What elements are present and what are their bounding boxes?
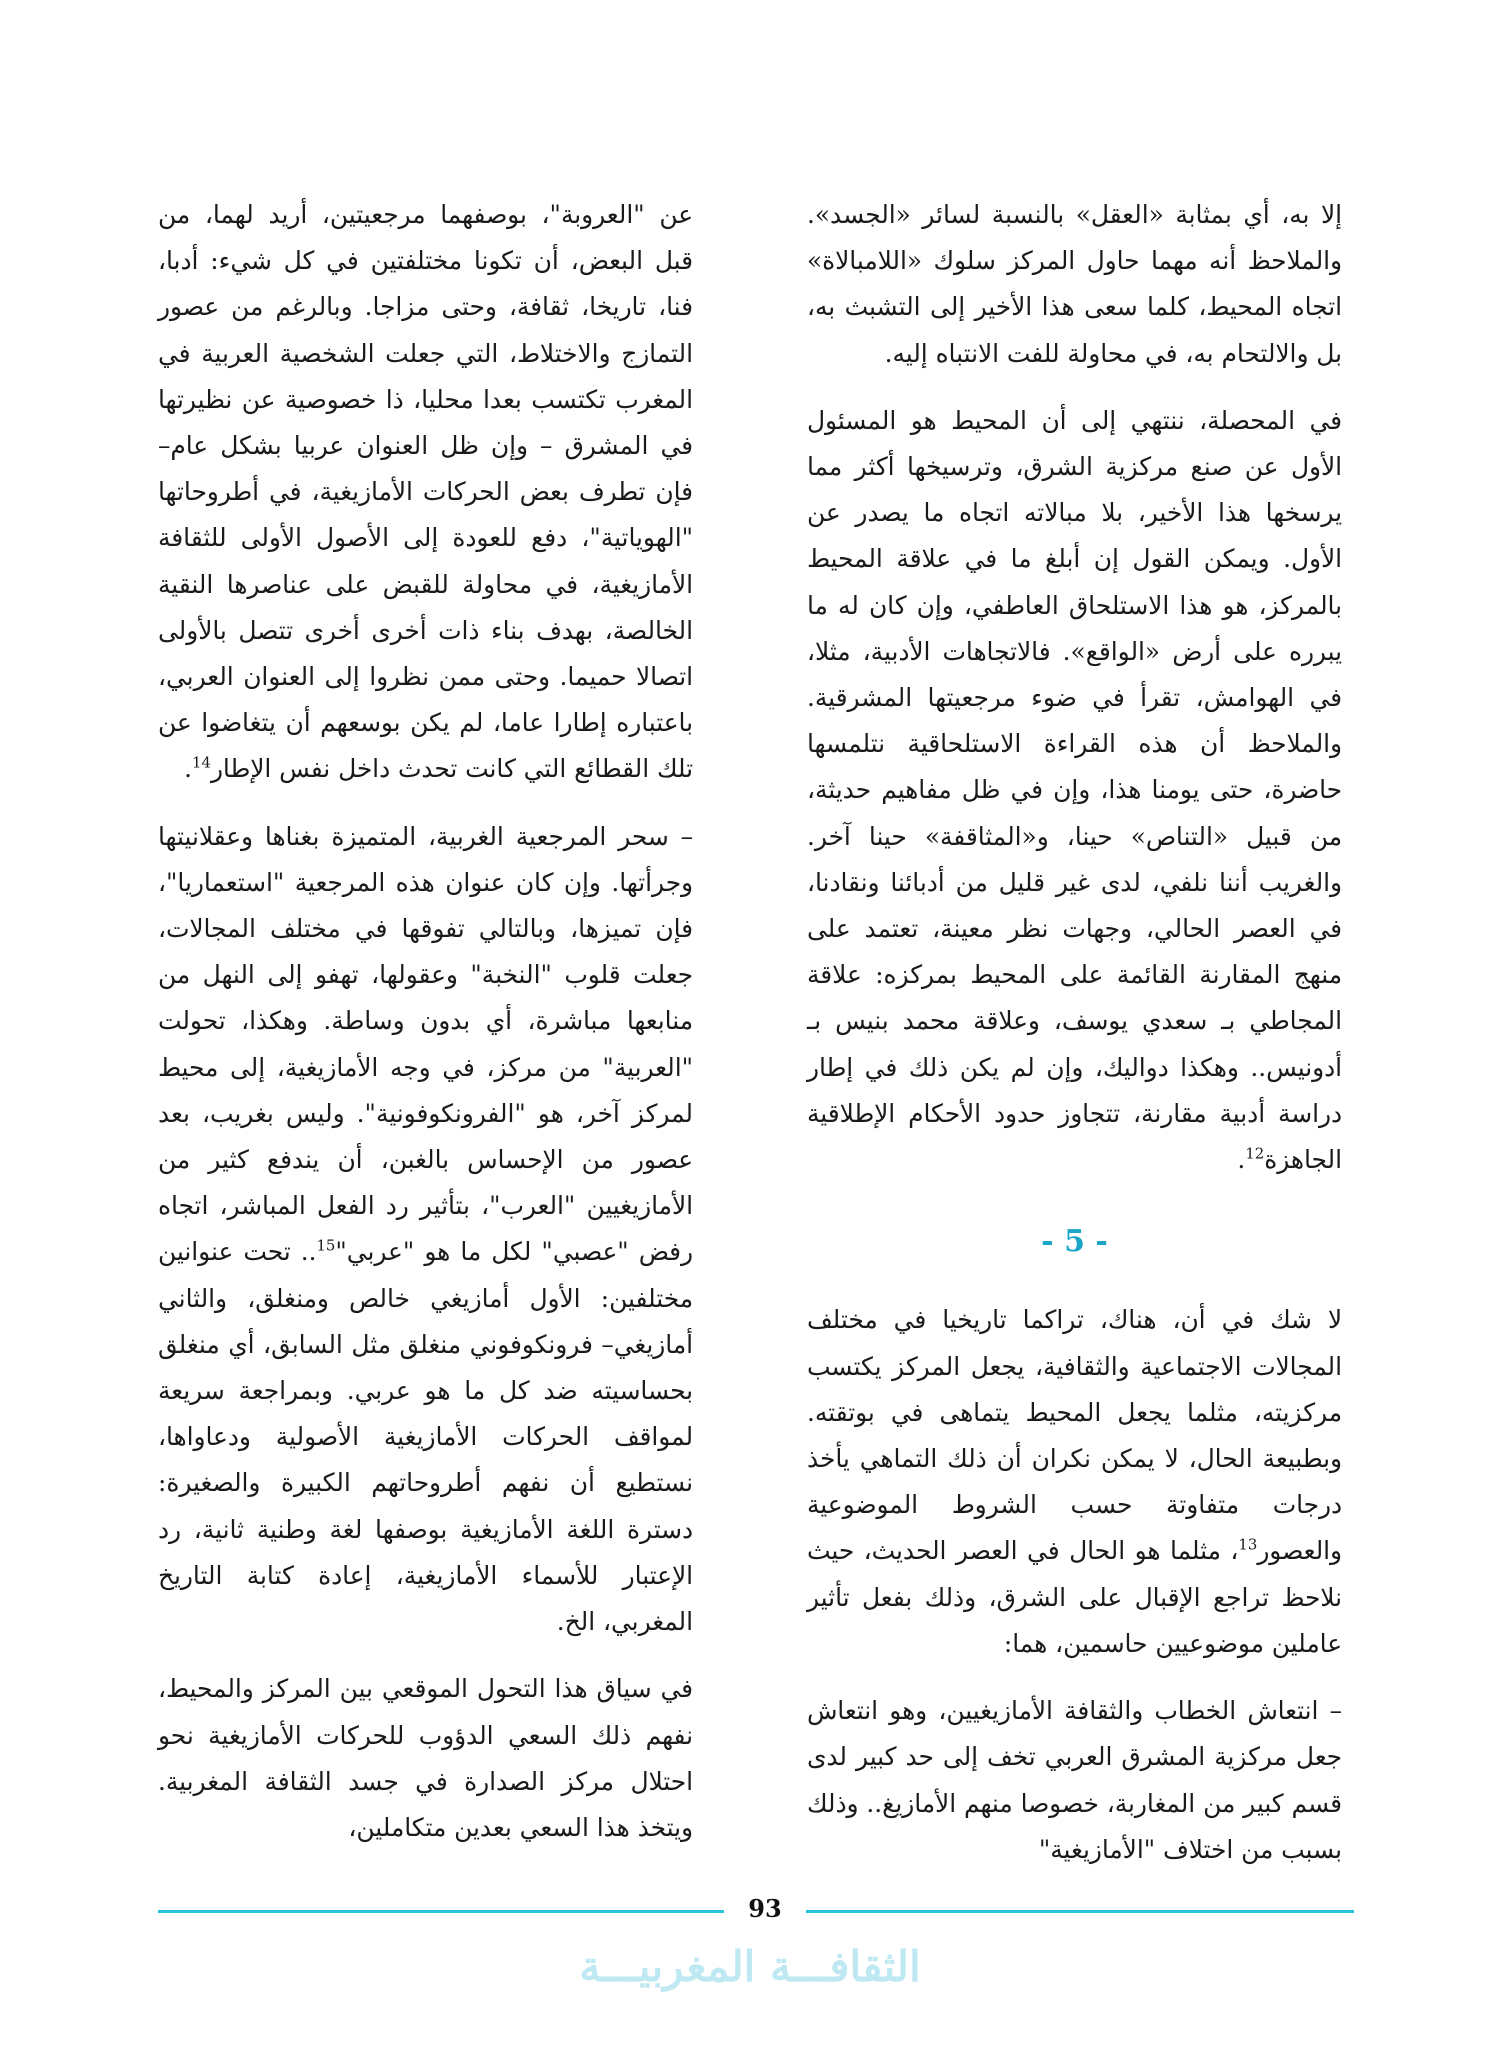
paragraph: في المحصلة، ننتهي إلى أن المحيط هو المسئول الأول عن صنع مركزية الشرق، وترسيخها أكثر مما يرسخها هذا الأخير، بلا مبالاته اتجاه ما يصدر عن الأول. ويمكن القول إن أبلغ ما في علاقة المحيط بالمركز، هو هذا الاستلحاق العاطفي، وإن كان له ما يبرره على أرض «الواقع». فالاتجاهات الأدبية، مثلا، في الهوامش، تقرأ في ضوء مرجعيتها المشرقية. والملاحظ أن هذه القراءة الاستلحاقية نتلمسها حاضرة، حتى يومنا هذا، وإن في ظل مفاهيم حديثة، من قبيل «التناص» حينا، و«المثاقفة» حينا آخر. والغريب أننا نلفي، لدى غير قليل من أدبائنا ونقادنا، في العصر الحالي، وجهات نظر معينة، تعتمد على منهج المقارنة القائمة على المحيط بمركزه: علاقة المجاطي بـ سعدي يوسف، وعلاقة محمد بنيس بـ أدونيس.. وهكذا دواليك، وإن لم يكن ذلك في إطار دراسة أدبية مقارنة، تتجاوز حدود الأحكام الإطلاقية الجاهزة$^{12}$. — [807, 405, 1342, 1175]
section-number: - 5 - — [1041, 1224, 1108, 1260]
paragraph: في سياق هذا التحول الموقعي بين المركز والمحيط، نفهم ذلك السعي الدؤوب للحركات الأمازيغية نحو احتلال مركز الصدارة في جسد الثقافة المغربية. ويتخذ هذا السعي بعدين متكاملين، — [158, 1674, 693, 1842]
footnote-ref: 13 — [1238, 1536, 1258, 1555]
paragraph: لا شك في أن، هناك، تراكما تاريخيا في مختلف المجالات الاجتماعية والثقافية، يجعل المركز يكتسب مركزيته، مثلما يجعل المحيط يتماهى في بوتقته. وبطبيعة الحال، لا يمكن نكران أن ذلك التماهي يأخذ درجات متفاوتة حسب الشروط الموضوعية والعصور$^{13}$، مثلما هو الحال في العصر الحديث، حيث نلاحظ تراجع الإقبال على الشرق، وذلك بفعل تأثير عاملين موضوعيين حاسمين، هما: — [807, 1305, 1342, 1658]
footnote-ref: 15 — [316, 1237, 336, 1256]
page-footer — [0, 1880, 1497, 2030]
paragraph: – سحر المرجعية الغربية، المتميزة بغناها وعقلانيتها وجرأتها. وإن كان عنوان هذه المرجعية "استعماريا"، فإن تميزها، وبالتالي تفوقها في مختلف المجالات، جعلت قلوب "النخبة" وعقولها، تهفو إلى النهل من منابعها مباشرة، أي بدون وساطة. وهكذا، تحولت "العربية" من مركز، في وجه الأمازيغية، إلى محيط لمركز آخر، هو "الفرونكوفونية". وليس بغريب، بعد عصور من الإحساس بالغبن، أن يندفع كثير من الأمازيغيين "العرب"، بتأثير رد الفعل المباشر، اتجاه رفض "عصبي" لكل ما هو "عربي"$^{15}$.. تحت عنوانين مختلفين: الأول أمازيغي خالص ومنغلق، والثاني أمازيغي– فرونكوفوني منغلق مثل السابق، أي منغلق بحساسيته ضد كل ما هو عربي. وبمراجعة سريعة لمواقف الحركات الأمازيغية الأصولية ودعاواها، نستطيع أن نفهم أطروحاتهم الكبيرة والصغيرة: دسترة اللغة الأمازيغية بوصفها لغة وطنية ثانية، رد الإعتبار للأسماء الأمازيغية، إعادة كتابة التاريخ المغربي، الخ. — [158, 821, 693, 1637]
footnote-ref: 14 — [192, 754, 211, 773]
paragraph: عن "العروبة"، بوصفهما مرجعيتين، أريد لهما، من قبل البعض، أن تكونا مختلفتين في كل شيء: أدبا، فنا، تاريخا، ثقافة، وحتى مزاجا. وبالرغم من عصور التمازج والاختلاط، التي جعلت الشخصية العربية في المغرب تكتسب بعدا محليا، ذا خصوصية عن نظيرتها في المشرق – وإن ظل العنوان عربيا بشكل عام– فإن تطرف بعض الحركات الأمازيغية، في أطروحاتها "الهوياتية"، دفع للعودة إلى الأصول الأولى للثقافة الأمازيغية، في محاولة للقبض على عناصرها النقية الخالصة، بهدف بناء ذات أخرى أخرى تتصل بالأولى اتصالا حميما. وحتى ممن نظروا إلى العنوان العربي، باعتباره إطارا عاما، لم يكن بوسعهم أن يتغاضوا عن تلك القطائع التي كانت تحدث داخل نفس الإطار$^{14}$. — [158, 200, 693, 784]
footer-rule-left — [158, 1910, 724, 1913]
footer-rule-right — [806, 1910, 1354, 1913]
footnote-ref: 12 — [1245, 1144, 1265, 1163]
left-column — [158, 192, 693, 1872]
paragraph: إلا به، أي بمثابة «العقل» بالنسبة لسائر «الجسد». والملاحظ أنه مهما حاول المركز سلوك «اللامبالاة» اتجاه المحيط، كلما سعى هذا الأخير إلى التشبث به، بل والالتحام به، في محاولة للفت الانتباه إليه. — [807, 200, 1342, 368]
journal-title: الثقافـــة المغربيـــة — [579, 1942, 921, 1991]
page-number: 93 — [748, 1894, 782, 1923]
paragraph: – انتعاش الخطاب والثقافة الأمازيغيين، وهو انتعاش جعل مركزية المشرق العربي تخف إلى حد كبير لدى قسم كبير من المغاربة، خصوصا منهم الأمازيغ.. وذلك بسبب من اختلاف "الأمازيغية" — [807, 1696, 1342, 1864]
right-column — [807, 192, 1342, 1894]
